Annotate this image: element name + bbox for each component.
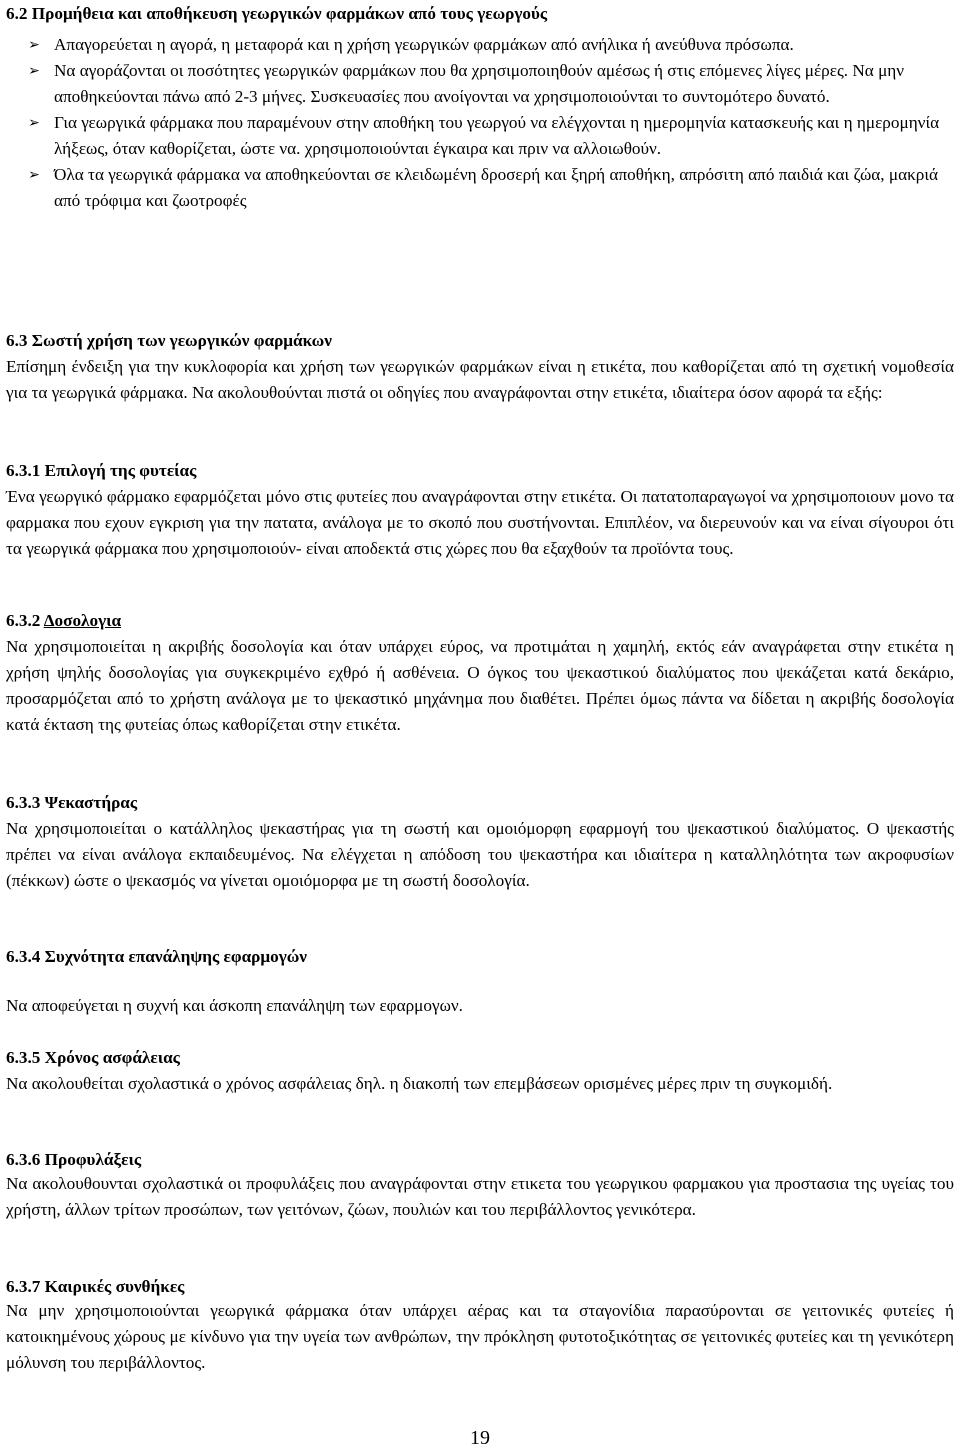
subsection-number: 6.3.6 — [6, 1150, 41, 1169]
subsection-6-3-2-heading — [6, 608, 121, 634]
subsection-title: Καιρικές συνθήκες — [44, 1277, 185, 1296]
subsection-6-3-1-heading — [6, 458, 196, 484]
subsection-6-3-1-text: Ένα γεωργικό φάρμακο εφαρμόζεται μόνο στις φυτείες που αναγράφονται στην ετικέτα. Οι πατατοπαραγωγοί να χρησιμοποιουν μονο τα φαρμακα που εχουν εγκριση για την πατατα, ανάλογα με το σκοπό που συστήνονται. Επιπλέον, να διερευνούν και να είναι σίγουροι ότι τα γεωργικά φάρμακα που χρησιμοποιούν- είναι αποδεκτά στις χώρες που θα εξαχθούν τα προϊόντα τους. — [6, 487, 954, 558]
subsection-6-3-3-text: Να χρησιμοποιείται ο κατάλληλος ψεκαστήρας για τη σωστή και ομοιόμορφη εφαρμογή του ψεκαστικού διαλύματος. Ο ψεκαστής πρέπει να είναι ανάλογα εκπαιδευμένος. Να ελέγχεται η απόδοση του ψεκαστήρα και ιδιαίτερα η καταλληλότητα των ακροφυσίων (πέκκων) ώστε ο ψεκασμός να γίνεται ομοιόμορφα με τη σωστή δοσολογία. — [6, 819, 954, 890]
subsection-6-3-6-heading — [6, 1147, 141, 1173]
arrowhead-bullet-icon: ➢ — [28, 167, 40, 183]
subsection-number: 6.3.2 — [6, 611, 41, 630]
subsection-number: 6.3.5 — [6, 1048, 41, 1067]
subsection-6-3-5-heading — [6, 1045, 180, 1071]
bullet-text: Για γεωργικά φάρμακα που παραμένουν στην αποθήκη του γεωργού να ελέγχονται η ημερομηνία κατασκευής και η ημερομηνία λήξεως, όταν καθορίζεται, ώστε να. χρησιμοποιούνται έγκαιρα και πριν να αλλοιωθούν. — [54, 113, 940, 158]
section-6-2-bullet-list — [0, 32, 960, 214]
bullet-text: Απαγορεύεται η αγορά, η μεταφορά και η χρήση γεωργικών φαρμάκων από ανήλικα ή ανεύθυνα πρόσωπα. — [54, 35, 794, 54]
subsection-6-3-2-text: Να χρησιμοποιείται η ακριβής δοσολογία και όταν υπάρχει εύρος, να προτιμάται η χαμηλή, εκτός εάν αναγράφεται στην ετικέτα η χρήση ψηλής δοσολογίας για συγκεκριμένο εχθρό ή ασθένεια. Ο όγκος του ψεκαστικού διαλύματος που ψεκάζεται κατά δεκάριο, προσαρμόζεται από το χρήστη ανάλογα με το ψεκαστικό μηχάνημα που διαθέτει. Πρέπει όμως πάντα να δίδεται η ακριβής δοσολογία κατά έκταση της φυτείας όπως καθορίζεται στην ετικέτα. — [6, 637, 954, 734]
subsection-title: Δοσολογια — [43, 611, 122, 630]
bullet-text: Όλα τα γεωργικά φάρμακα να αποθηκεύονται σε κλειδωμένη δροσερή και ξηρή αποθήκη, απρόσιτη από παιδιά και ζώα, μακριά από τρόφιμα και ζωοτροφές — [54, 165, 938, 210]
subsection-title: Επιλογή της φυτείας — [44, 461, 197, 480]
subsection-6-3-4-text: Να αποφεύγεται η συχνή και άσκοπη επανάληψη των εφαρμογων. — [6, 996, 463, 1015]
section-6-3-heading: 6.3 Σωστή χρήση των γεωργικών φαρμάκων — [6, 331, 332, 350]
arrowhead-bullet-icon: ➢ — [28, 63, 40, 79]
bullet-item — [0, 162, 960, 214]
bullet-item — [0, 110, 960, 162]
subsection-6-3-3-heading — [6, 790, 137, 816]
bullet-item — [0, 58, 960, 110]
arrowhead-bullet-icon: ➢ — [28, 37, 40, 53]
bullet-item — [0, 32, 960, 58]
bullet-text: Να αγοράζονται οι ποσότητες γεωργικών φαρμάκων που θα χρησιμοποιηθούν αμέσως ή στις επόμενες λίγες μέρες. Να μην αποθηκεύονται πάνω από 2-3 μήνες. Συσκευασίες που ανοίγονται να χρησιμοποιούνται το συντομότερο δυνατό. — [54, 61, 905, 106]
subsection-title: Προφυλάξεις — [44, 1150, 142, 1169]
subsection-number: 6.3.3 — [6, 793, 41, 812]
section-6-2-heading: 6.2 Προμήθεια και αποθήκευση γεωργικών φαρμάκων από τους γεωργούς — [6, 4, 548, 23]
subsection-number: 6.3.7 — [6, 1277, 41, 1296]
subsection-title: Ψεκαστήρας — [44, 793, 138, 812]
subsection-6-3-7-heading — [6, 1274, 184, 1300]
section-6-3-intro: Επίσημη ένδειξη για την κυκλοφορία και χρήση των γεωργικών φαρμάκων είναι η ετικέτα, που καθορίζεται από τη σχετική νομοθεσία για τα γεωργικά φάρμακα. Να ακολουθούνται πιστά οι οδηγίες που αναγράφονται στην ετικέτα, ιδιαίτερα όσον αφορά τα εξής: — [6, 357, 954, 402]
subsection-number: 6.3.4 — [6, 947, 41, 966]
subsection-6-3-4-heading — [6, 944, 307, 970]
arrowhead-bullet-icon: ➢ — [28, 115, 40, 131]
subsection-6-3-6-text: Να ακολουθουνται σχολαστικά οι προφυλάξεις που αναγράφονται στην ετικετα του γεωργικου φαρμακου για προστασια της υγείας του χρήστη, άλλων τρίτων προσώπων, των γειτόνων, ζώων, πουλιών και του περιβάλλοντος γενικότερα. — [6, 1174, 954, 1219]
subsection-title: Χρόνος ασφάλειας — [44, 1048, 180, 1067]
page-number: 19 — [470, 1427, 490, 1449]
subsection-6-3-5-text: Να ακολουθείται σχολαστικά ο χρόνος ασφάλειας δηλ. η διακοπή των επεμβάσεων ορισμένες μέρες πριν τη συγκομιδή. — [6, 1074, 833, 1093]
subsection-6-3-7-text: Να μην χρησιμοποιούνται γεωργικά φάρμακα όταν υπάρχει αέρας και τα σταγονίδια παρασύρονται σε γειτονικές φυτείες ή κατοικημένους χώρους με κίνδυνο για την υγεία των ανθρώπων, την πρόκληση φυτοτοξικότητας σε γειτονικές φυτείες και τη γενικότερη μόλυνση του περιβάλλοντος. — [6, 1301, 954, 1372]
subsection-number: 6.3.1 — [6, 461, 41, 480]
subsection-title: Συχνότητα επανάληψης εφαρμογών — [44, 947, 307, 966]
